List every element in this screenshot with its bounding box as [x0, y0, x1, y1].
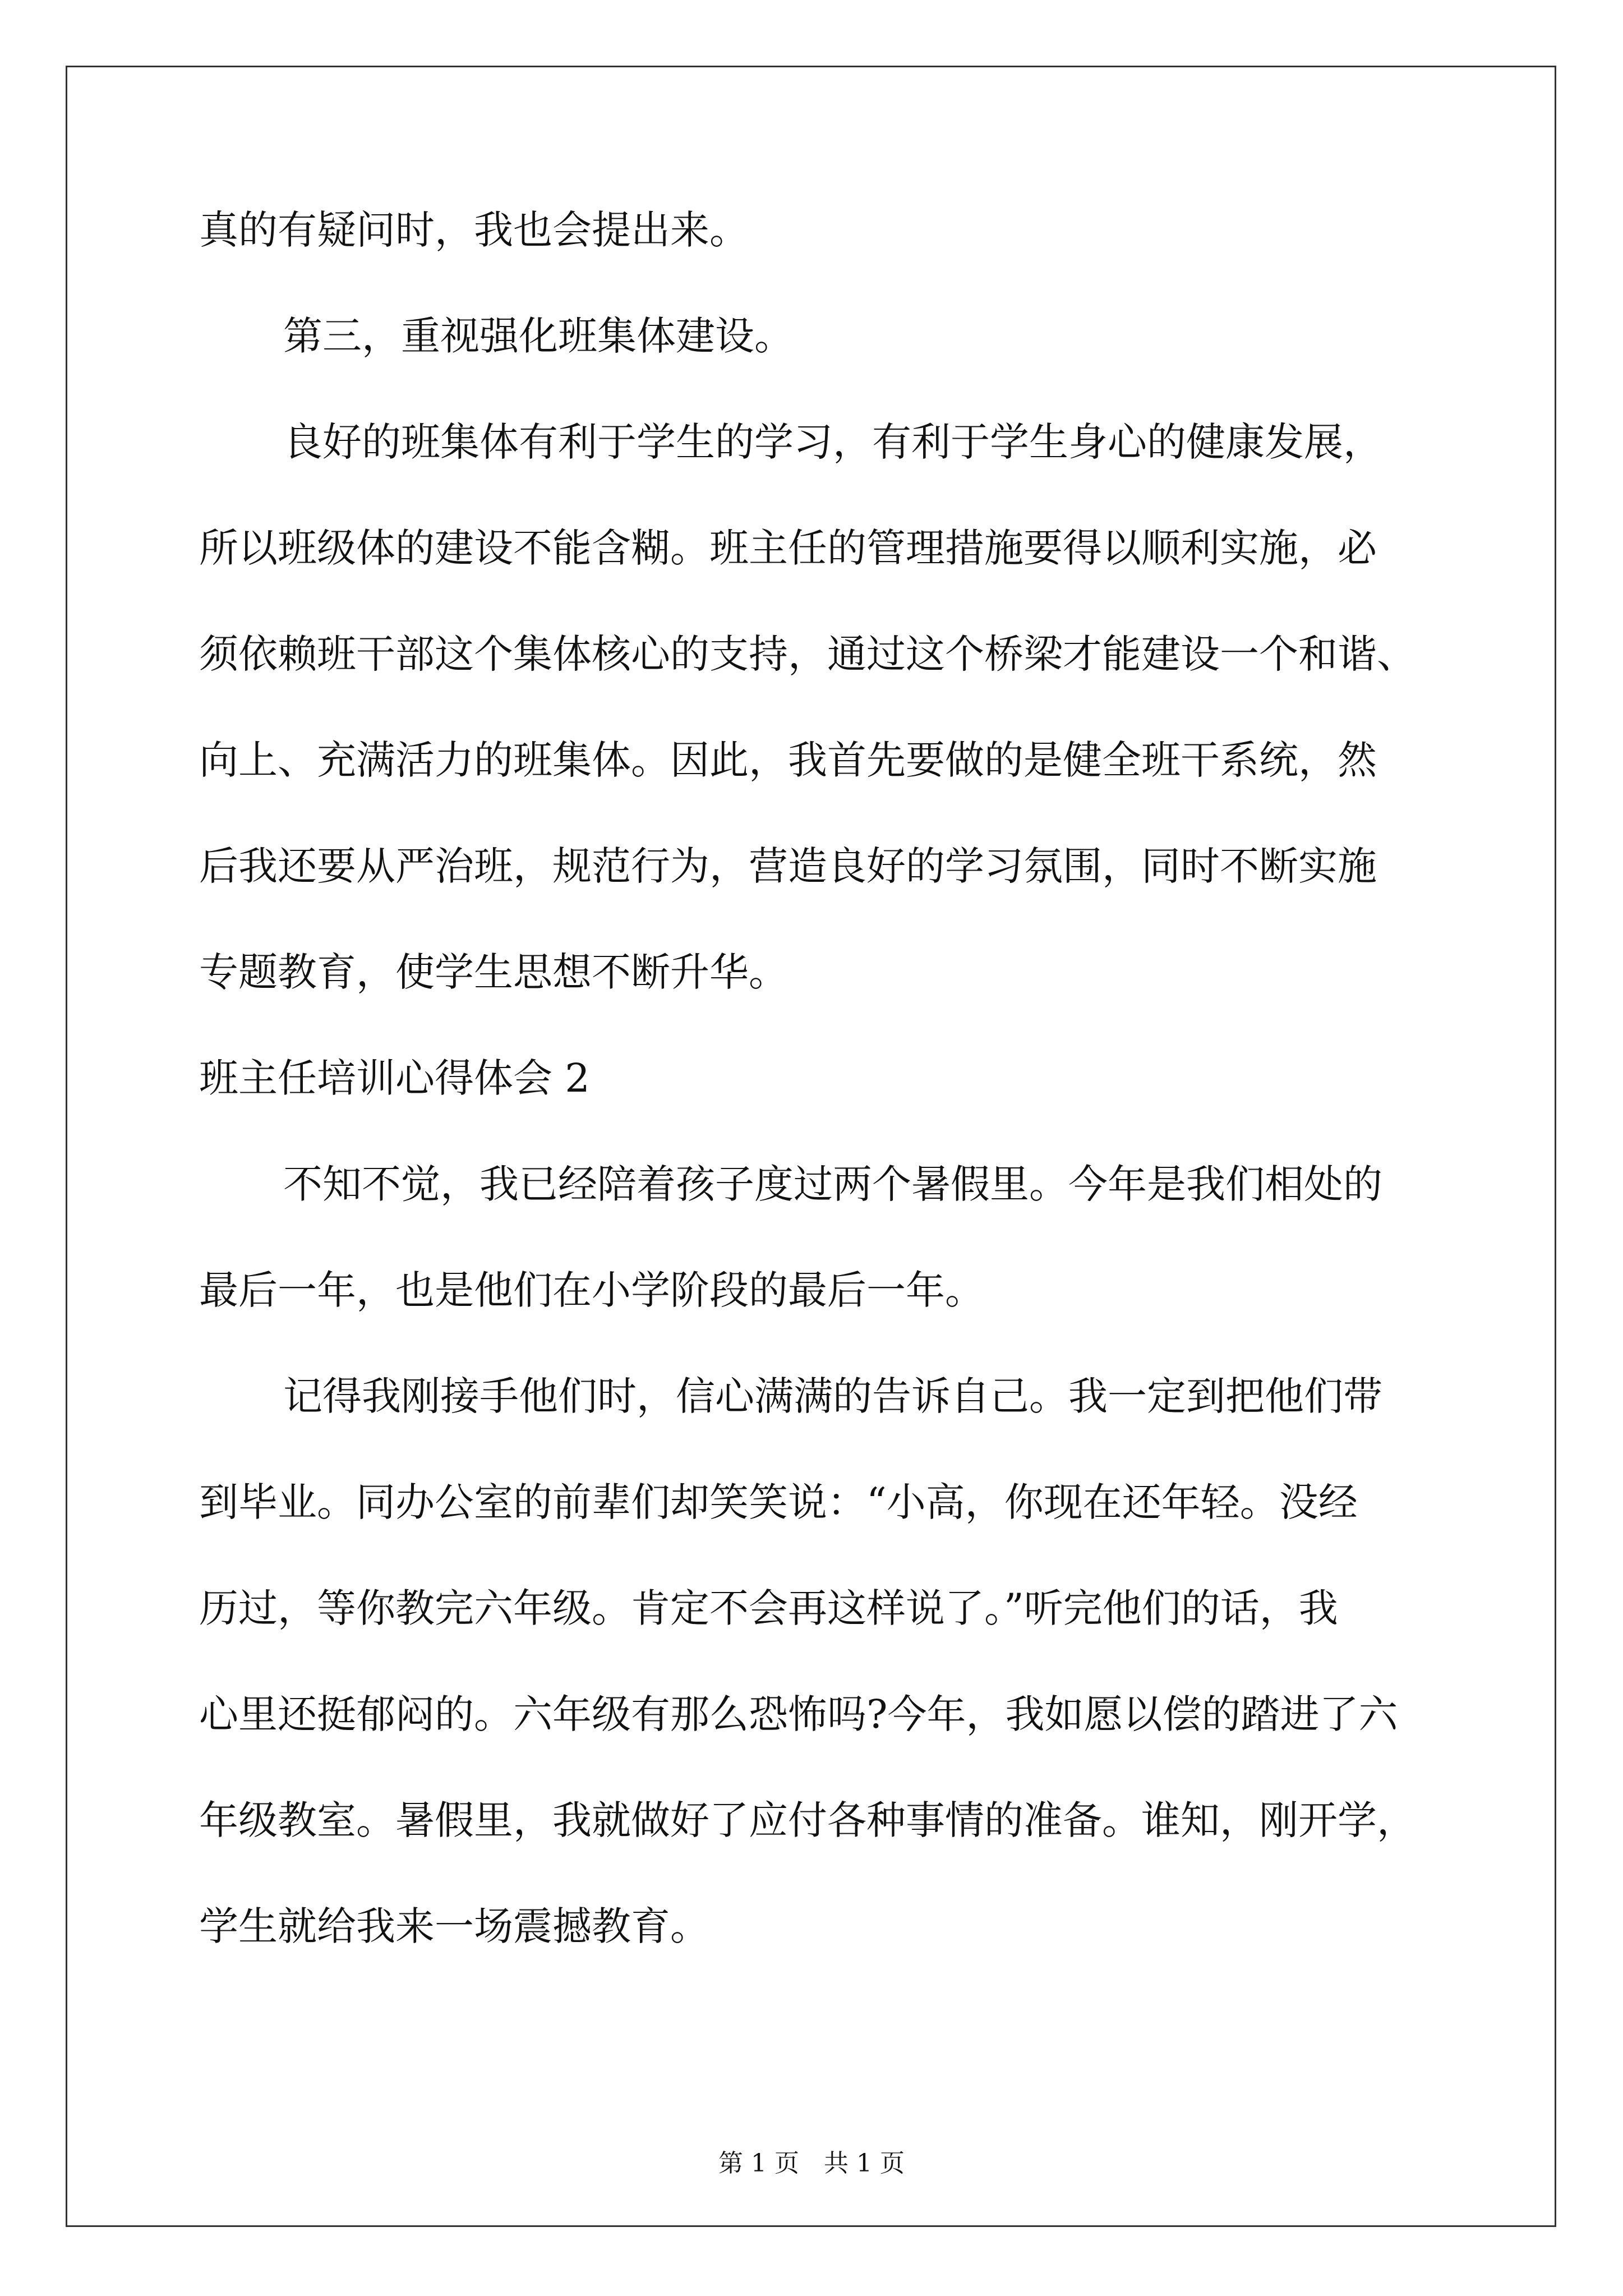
text-line: 所以班级体的建设不能含糊。班主任的管理措施要得以顺利实施，必 — [199, 525, 1377, 571]
text-line: 良好的班集体有利于学生的学习，有利于学生身心的健康发展， — [283, 419, 1382, 465]
text-line: 历过，等你教完六年级。肯定不会再这样说了。”听完他们的话，我 — [199, 1585, 1338, 1631]
text-line: 专题教育，使学生思想不断升华。 — [199, 949, 788, 995]
text-line: 到毕业。同办公室的前辈们却笑笑说：“小高，你现在还年轻。没经 — [199, 1479, 1358, 1525]
text-line: 年级教室。暑假里，我就做好了应付各种事情的准备。谁知，刚开学， — [199, 1797, 1416, 1843]
text-line: 心里还挺郁闷的。六年级有那么恐怖吗?今年，我如愿以偿的踏进了六 — [199, 1691, 1398, 1737]
section-heading: 班主任培训心得体会 2 — [199, 1055, 590, 1101]
document-body — [199, 207, 1433, 2013]
text-line: 向上、充满活力的班集体。因此，我首先要做的是健全班干系统，然 — [199, 737, 1377, 783]
text-line: 最后一年，也是他们在小学阶段的最后一年。 — [199, 1267, 984, 1313]
text-line: 真的有疑问时，我也会提出来。 — [199, 207, 749, 253]
text-line: 学生就给我来一场震撼教育。 — [199, 1903, 709, 1949]
text-line: 不知不觉，我已经陪着孩子度过两个暑假里。今年是我们相处的 — [283, 1161, 1382, 1207]
page-footer: 第 1 页 共 1 页 — [718, 2149, 905, 2178]
text-line: 记得我刚接手他们时，信心满满的告诉自己。我一定到把他们带 — [283, 1373, 1382, 1419]
text-line: 须依赖班干部这个集体核心的支持，通过这个桥梁才能建设一个和谐、 — [199, 631, 1416, 677]
text-line: 后我还要从严治班，规范行为，营造良好的学习氛围，同时不断实施 — [199, 843, 1377, 889]
text-line: 第三，重视强化班集体建设。 — [283, 313, 794, 359]
